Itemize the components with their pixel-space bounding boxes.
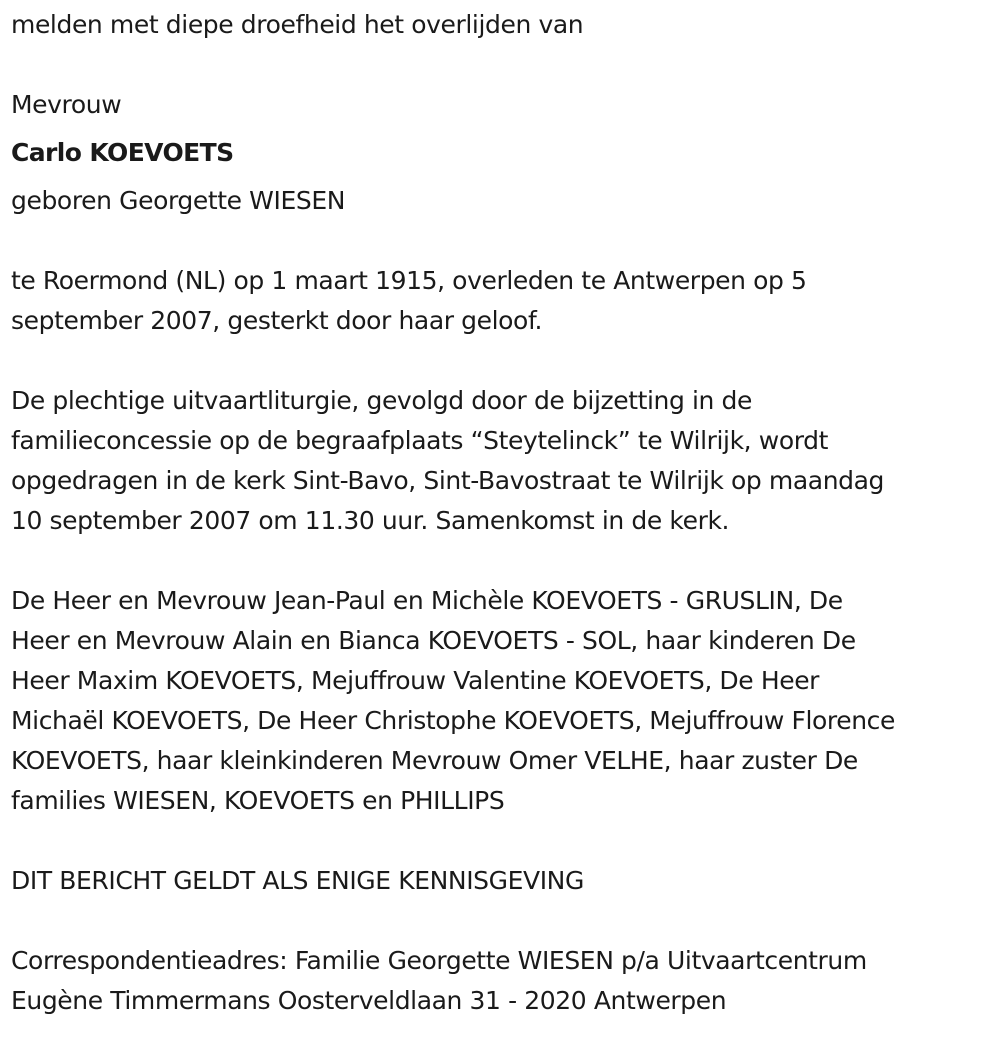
paragraph-line: Heer Maxim KOEVOETS, Mejuffrouw Valentine KOEVOETS, De Heer bbox=[11, 666, 820, 695]
paragraph-line: opgedragen in de kerk Sint-Bavo, Sint-Bavostraat te Wilrijk op maandag bbox=[11, 466, 885, 495]
intro-text: melden met diepe droefheid het overlijden van bbox=[11, 10, 584, 39]
paragraph-line: 10 september 2007 om 11.30 uur. Samenkomst in de kerk. bbox=[11, 506, 730, 535]
paragraph-line: Correspondentieadres: Familie Georgette WIESEN p/a Uitvaartcentrum bbox=[11, 946, 867, 975]
paragraph-line: familieconcessie op de begraafplaats “Steytelinck” te Wilrijk, wordt bbox=[11, 426, 829, 455]
paragraph-line: september 2007, gesterkt door haar geloof. bbox=[11, 306, 543, 335]
paragraph-line: Michaël KOEVOETS, De Heer Christophe KOEVOETS, Mejuffrouw Florence bbox=[11, 706, 896, 735]
paragraph-line: Eugène Timmermans Oosterveldlaan 31 - 2020 Antwerpen bbox=[11, 986, 727, 1015]
title-text: Mevrouw bbox=[11, 90, 122, 119]
paragraph-line: families WIESEN, KOEVOETS en PHILLIPS bbox=[11, 786, 505, 815]
paragraph-line: De plechtige uitvaartliturgie, gevolgd door de bijzetting in de bbox=[11, 386, 752, 415]
maiden-name: geboren Georgette WIESEN bbox=[11, 186, 346, 215]
paragraph-line: Heer en Mevrouw Alain en Bianca KOEVOETS - SOL, haar kinderen De bbox=[11, 626, 856, 655]
paragraph-line: KOEVOETS, haar kleinkinderen Mevrouw Omer VELHE, haar zuster De bbox=[11, 746, 858, 775]
notice-text: DIT BERICHT GELDT ALS ENIGE KENNISGEVING bbox=[11, 866, 584, 895]
paragraph-line: De Heer en Mevrouw Jean-Paul en Michèle KOEVOETS - GRUSLIN, De bbox=[11, 586, 843, 615]
deceased-name: Carlo KOEVOETS bbox=[11, 138, 234, 167]
paragraph-line: te Roermond (NL) op 1 maart 1915, overleden te Antwerpen op 5 bbox=[11, 266, 807, 295]
